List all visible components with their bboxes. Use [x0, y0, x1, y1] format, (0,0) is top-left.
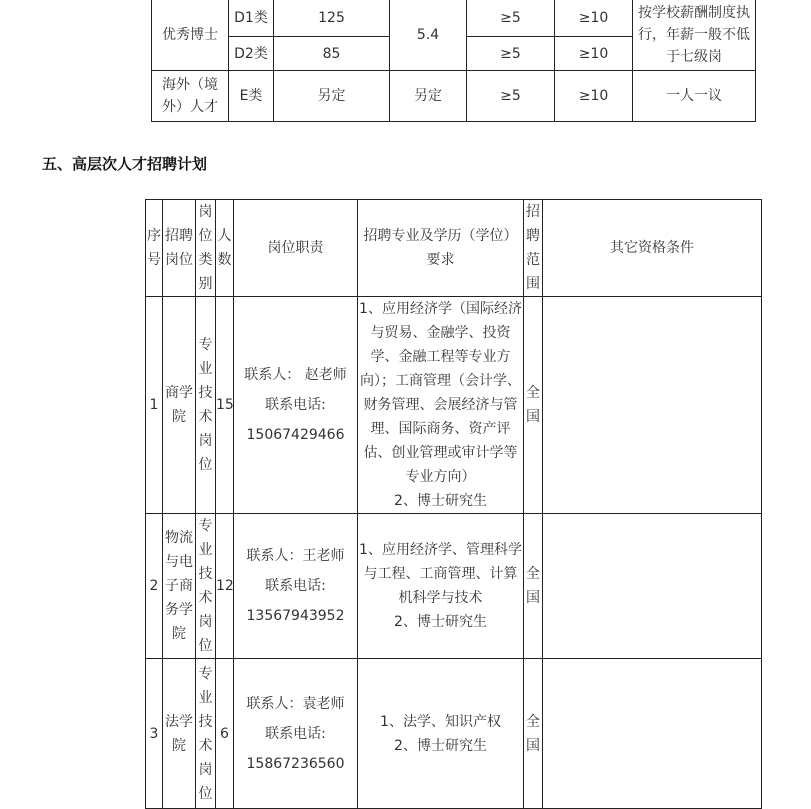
amount-cell: 另定: [274, 71, 390, 122]
contact-person: 联系人： 赵老师: [244, 367, 347, 383]
count-cell: 12: [216, 514, 234, 659]
note-cell: 按学校薪酬制度执行，年薪一般不低于七级岗: [633, 0, 756, 71]
seq-cell: 3: [146, 659, 163, 809]
table-row: [146, 659, 762, 809]
criteria-cell: ≥5: [467, 0, 555, 37]
phone-number: 15867236560: [246, 755, 345, 772]
header-type: 岗位类别: [196, 200, 216, 297]
score-cell: 另定: [390, 71, 467, 122]
salary-table: [151, 0, 756, 122]
type-cell: 专业技术岗位: [196, 297, 216, 514]
scope-cell: 全国: [524, 297, 543, 514]
criteria-cell: ≥5: [467, 37, 555, 71]
criteria-cell: ≥5: [467, 71, 555, 122]
other-cell: [543, 297, 762, 514]
phone-label: 联系电话:: [265, 397, 326, 413]
dept-cell: 商学院: [163, 297, 196, 514]
degree-requirement: 2、博士研究生: [394, 737, 487, 754]
category-cell: 优秀博士: [152, 0, 229, 71]
major-requirement: 1、应用经济学、管理科学与工程、工商管理、计算机科学与技术: [359, 542, 522, 606]
seq-cell: 2: [146, 514, 163, 659]
degree-requirement: 2、博士研究生: [394, 493, 487, 509]
criteria-cell: ≥10: [555, 37, 633, 71]
class-cell: D2类: [229, 37, 274, 71]
header-dept: 招聘岗位: [163, 200, 196, 297]
major-requirement: 1、法学、知识产权: [380, 713, 501, 730]
amount-cell: 125: [274, 0, 390, 37]
type-cell: 专业技术岗位: [196, 514, 216, 659]
header-major: 招聘专业及学历（学位）要求: [358, 200, 524, 297]
duty-cell: [234, 659, 358, 809]
contact-person: 联系人：袁老师: [246, 695, 345, 712]
score-cell: 5.4: [390, 0, 467, 71]
duty-cell: [234, 514, 358, 659]
duty-cell: [234, 297, 358, 514]
phone-number: 13567943952: [246, 608, 345, 624]
header-scope: 招聘范围: [524, 200, 543, 297]
table-row: [152, 71, 756, 122]
header-seq: 序号: [146, 200, 163, 297]
major-cell: [358, 297, 524, 514]
section-heading: 五、高层次人才招聘计划: [42, 155, 208, 173]
table-row: [146, 514, 762, 659]
recruitment-plan-table: [145, 199, 762, 809]
dept-cell: 法学院: [163, 659, 196, 809]
major-requirement: 1、应用经济学（国际经济与贸易、金融学、投资学、金融工程等专业方向）；工商管理（会计学、财务管理、会展经济与管理、国际商务、资产评估、创业管理或审计学等专业方向）: [359, 301, 522, 485]
scope-cell: 全国: [524, 659, 543, 809]
table-row: [146, 297, 762, 514]
table-row: [152, 0, 756, 37]
other-cell: [543, 514, 762, 659]
major-cell: [358, 659, 524, 809]
contact-person: 联系人：王老师: [246, 548, 345, 564]
criteria-cell: ≥10: [555, 0, 633, 37]
major-cell: [358, 514, 524, 659]
header-count: 人数: [216, 200, 234, 297]
count-cell: 15: [216, 297, 234, 514]
header-other: 其它资格条件: [543, 200, 762, 297]
type-cell: 专业技术岗位: [196, 659, 216, 809]
category-cell: 海外（境外）人才: [152, 71, 229, 122]
phone-label: 联系电话:: [265, 725, 326, 742]
dept-cell: 物流与电子商务学院: [163, 514, 196, 659]
other-cell: [543, 659, 762, 809]
degree-requirement: 2、博士研究生: [394, 614, 487, 630]
header-duty: 岗位职责: [234, 200, 358, 297]
count-cell: 6: [216, 659, 234, 809]
scope-cell: 全国: [524, 514, 543, 659]
header-row: [146, 200, 762, 297]
class-cell: E类: [229, 71, 274, 122]
note-cell: 一人一议: [633, 71, 756, 122]
phone-number: 15067429466: [246, 427, 345, 443]
seq-cell: 1: [146, 297, 163, 514]
amount-cell: 85: [274, 37, 390, 71]
criteria-cell: ≥10: [555, 71, 633, 122]
class-cell: D1类: [229, 0, 274, 37]
phone-label: 联系电话:: [265, 578, 326, 594]
